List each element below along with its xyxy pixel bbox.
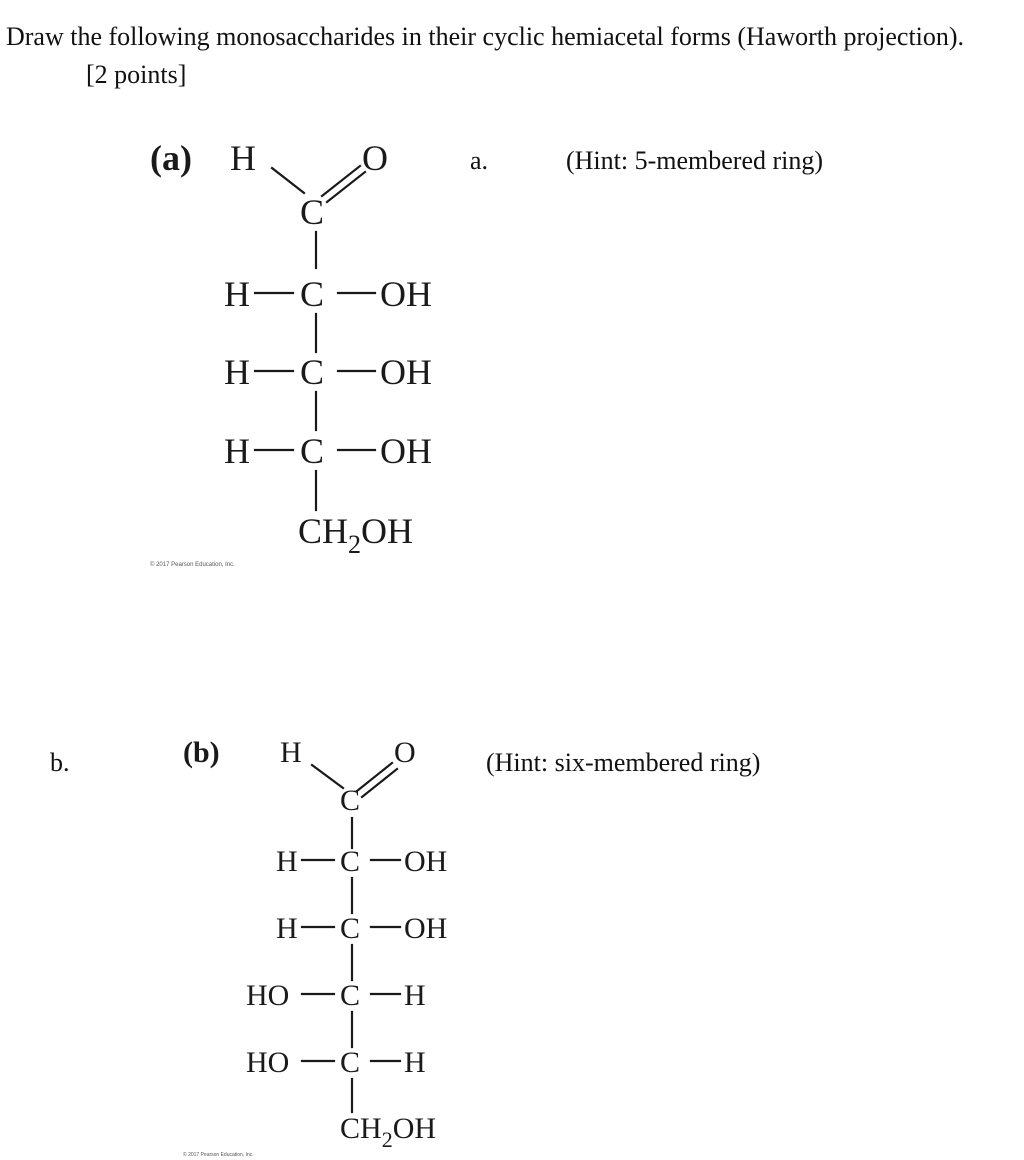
figure-b-row2-center: C: [340, 912, 361, 945]
figure-a-carbonyl-c: C: [300, 192, 325, 232]
figure-b-row1-left: H: [276, 845, 298, 878]
part-a-hint: (Hint: 5-membered ring): [566, 146, 824, 175]
part-b-hint: (Hint: six-membered ring): [486, 748, 761, 777]
figure-a-row2-left: H: [224, 352, 250, 392]
figure-b-row4-center: C: [340, 1046, 361, 1079]
figure-a-row3-left: H: [224, 431, 250, 471]
figure-b-row4-left: HO: [246, 1046, 290, 1079]
part-b-answer-label: b.: [50, 748, 70, 777]
question-text: Draw the following monosaccharides in their cyclic hemiacetal forms (Haworth projection).: [6, 22, 965, 51]
figure-b-row3-left: HO: [246, 979, 290, 1012]
figure-b-row2-left: H: [276, 912, 298, 945]
figure-b-carbonyl-c: C: [340, 784, 361, 817]
figure-a-row2-right: OH: [380, 352, 432, 392]
figure-b-terminal-main: CH: [340, 1112, 382, 1145]
figure-b-row3-right: H: [404, 979, 426, 1012]
figure-a-row3-right: OH: [380, 431, 432, 471]
figure-b-row1-right: OH: [404, 845, 448, 878]
figure-a-row2-center: C: [300, 352, 325, 392]
figure-a-row1-center: C: [300, 274, 325, 314]
part-a-answer-label: a.: [470, 146, 489, 175]
figure-b-terminal-sub: 2: [381, 1127, 393, 1152]
figure-b-row2-right: OH: [404, 912, 448, 945]
figure-b-row4-right: H: [404, 1046, 426, 1079]
figure-a-aldehyde-o: O: [362, 138, 388, 178]
figure-a-copyright: © 2017 Pearson Education, Inc.: [150, 562, 235, 568]
figure-b-row1-center: C: [340, 845, 361, 878]
figure-b-terminal-tail: OH: [392, 1112, 437, 1145]
question-points: [2 points]: [86, 60, 187, 89]
figure-a-row3-center: C: [300, 431, 325, 471]
figure-a-terminal-main: CH: [298, 511, 349, 551]
figure-b-copyright: © 2017 Pearson Education, Inc.: [183, 1152, 254, 1158]
figure-b-aldehyde-h: H: [280, 736, 302, 769]
figure-a-row1-left: H: [224, 274, 250, 314]
figure-a-label: (a): [150, 138, 192, 178]
figure-a-row1-right: OH: [380, 274, 432, 314]
bond-b-h-c: [312, 765, 343, 788]
figure-a-terminal-sub: 2: [348, 530, 362, 559]
figure-b-terminal-group: [340, 1112, 436, 1152]
figure-a-aldehyde-h: H: [230, 138, 256, 178]
figure-b-row3-center: C: [340, 979, 361, 1012]
figure-b-aldehyde-o: O: [394, 736, 416, 769]
figure-a-terminal-tail: OH: [361, 511, 414, 551]
figure-b-label: (b): [183, 736, 220, 769]
